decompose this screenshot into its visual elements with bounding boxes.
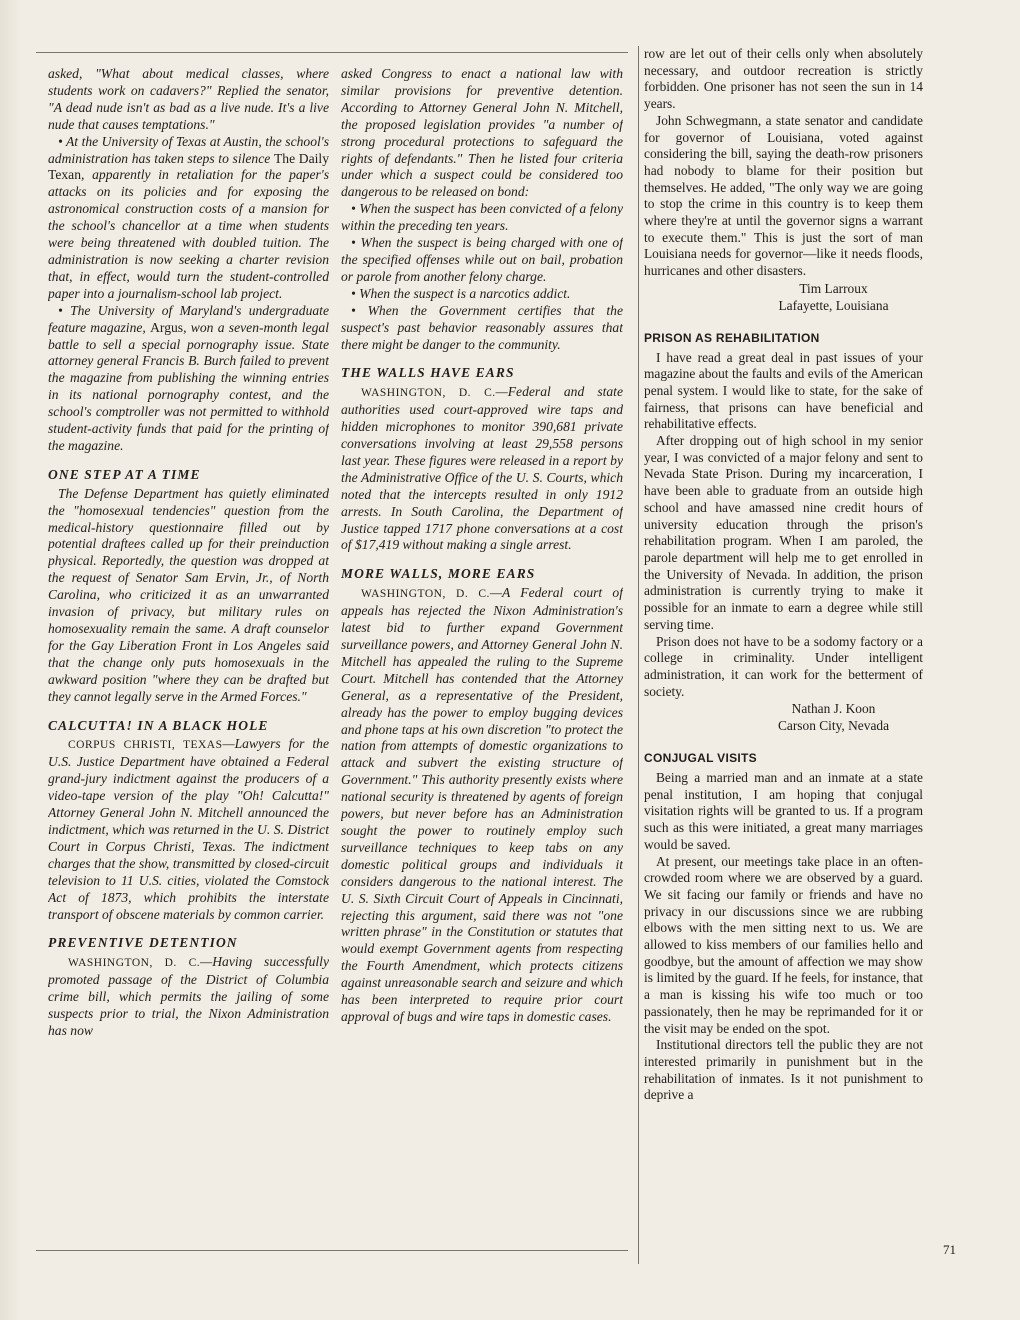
paragraph-more-walls: WASHINGTON, D. C.—A Federal court of appeals has rejected the Nixon Administration's latest bid to further expand Government surveillance powers, and Attorney General John N. Mitchell has appealed the ruling to the Supreme Court. Mitchell has contended that the Attorney General, as a representative of the President, already has the power to employ bugging devices and phone taps at his own discretion "to protect the nation from attempts of domestic organizations to attack and subvert the existing structure of Government." This authority presently exists where national security is threatened by agents of foreign powers, but never before has an Administration sought the power to routinely employ such surveillance techniques to keep tabs on any domestic political groups and individuals it considers dangerous to the national interest. The U. S. Sixth Circuit Court of Appeals in Cincinnati, rejecting this argument, said there was not "one written phrase" in the Constitution or statutes that would exempt Government agents from respecting the Fourth Amendment, which protects citizens against unreasonable search and seizure and which has been interpreted to require prior court approval of bugs and wire taps in domestic cases. [341, 585, 623, 1024]
publication-name: The Daily Texan [48, 150, 329, 183]
letter-heading: CONJUGAL VISITS [644, 751, 757, 766]
page-binding-shadow [0, 0, 22, 1320]
bullet-criterion: • When the suspect has been convicted of a felony within the preceding ten years. [341, 201, 623, 234]
letter-location: Lafayette, Louisiana [778, 297, 889, 313]
paragraph-preventive: WASHINGTON, D. C.—Having successfully promoted passage of the District of Columbia crime bill, which permits the jailing of some suspects prior to trial, the Nixon Administration has now [48, 954, 329, 1038]
bullet-criterion: • When the suspect is a narcotics addict. [351, 285, 571, 301]
paragraph-texas: • At the University of Texas at Austin, the school's administration has taken steps to silence The Daily Texan, apparently in retaliation for the paper's attacks on its policies and for exposing the astronomical construction costs of a mansion for the school's chancellor at a time when students were being threatened with doubled tuition. The administration is now seeking a charter revision that, in effect, would turn the student-controlled paper into a journalism-school lab project. [48, 133, 329, 301]
top-rule [36, 52, 628, 53]
paragraph-walls: WASHINGTON, D. C.—Federal and state authorities used court-approved wire taps and hidden microphones to monitor 390,681 private conversations involving at least 29,558 persons last year. These figures were released in a report by the Administrative Office of the U. S. Courts, which noted that the intercepts resulted in only 1912 arrests. In South Carolina, the Department of Justice tapped 1717 phone conversations at a cost of $17,419 without making a single arrest. [341, 384, 623, 553]
paragraph-maryland: • The University of Maryland's undergraduate feature magazine, Argus, won a seven-month legal battle to sell a special pornography issue. State attorney general Francis B. Burch failed to prevent the magazine from publishing the winning entries in its national pornography contest, and the school's comptroller was not permitted to withhold student-activity funds that paid for the printing of the magazine. [48, 302, 329, 453]
letter-paragraph: I have read a great deal in past issues of your magazine about the faults and evils of the American penal system. I would like to state, for the sake of fairness, that prisons can have beneficial and rehabilitative effects. [644, 349, 923, 432]
letter-paragraph: Prison does not have to be a sodomy factory or a college in criminality. Under intelligent administration, it can work for the betterment of society. [644, 633, 923, 699]
bottom-rule [36, 1250, 628, 1251]
paragraph-calcutta: CORPUS CHRISTI, TEXAS—Lawyers for the U.S. Justice Department have obtained a Federal grand-jury indictment against the producers of a video-tape version of the play "Oh! Calcutta!" Attorney General John N. Mitchell announced the indictment, which was returned in the U. S. District Court in Corpus Christi, Texas. The indictment charges that the show, transmitted by closed-circuit television to 11 U.S. cities, violated the Comstock Act of 1873, which prohibits the interstate transport of obscene materials by common carrier. [48, 736, 329, 922]
paragraph-preventive-cont: asked Congress to enact a national law with similar provisions for preventive detention. According to Attorney General John N. Mitchell, the proposed legislation provides "a number of strong procedural protections to safeguard the rights of defendants." Then he listed four criteria under which a suspect could be considered too dangerous to be released on bond: [341, 66, 623, 200]
letter-heading: PRISON AS REHABILITATION [644, 330, 820, 345]
section-heading: CALCUTTA! IN A BLACK HOLE [48, 717, 269, 733]
paragraph-one-step: The Defense Department has quietly eliminated the "homosexual tendencies" question from the medical-history questionnaire filled out by potential draftees called up for their preinduction physical. Reportedly, the question was dropped at the request of Senator Sam Ervin, Jr., of North Carolina, who criticized it as an unwarranted invasion of privacy, but military rules on homosexuality remain the same. A draft counselor for the Gay Liberation Front in Los Angeles said that the change only puts homosexuals in the awkward position "where they can be drafted but they cannot legally serve in the Armed Forces." [48, 485, 329, 704]
dateline: WASHINGTON, D. C. [361, 588, 490, 601]
column-3 [644, 46, 923, 1266]
column-1 [48, 66, 329, 1246]
letter-signature: Tim Larroux [799, 280, 868, 296]
letter-paragraph: Institutional directors tell the public they are not interested primarily in punishment but in the rehabilitation of inmates. Is it not punishment to deprive a [644, 1037, 923, 1103]
section-heading: PREVENTIVE DETENTION [48, 935, 238, 951]
letter-location: Carson City, Nevada [777, 718, 890, 734]
bullet-criterion: • When the suspect is being charged with one of the specified offenses while out on bail, probation or parole from another felony charge. [341, 235, 623, 284]
column-divider [638, 46, 639, 1264]
letter-paragraph: Being a married man and an inmate at a state penal institution, I am hoping that conjugal visitation rights will be granted to us. If a program such as this were initiated, a great many marriages would be saved. [644, 770, 923, 852]
section-heading: ONE STEP AT A TIME [48, 466, 201, 482]
page-number: 71 [943, 1242, 956, 1257]
column-2 [341, 66, 623, 1246]
dateline: WASHINGTON, D. C. [68, 957, 201, 970]
dateline: WASHINGTON, D. C. [361, 387, 496, 400]
letter-paragraph: row are let out of their cells only when absolutely necessary, and outdoor recreation is strictly forbidden. One prisoner has not seen the sun in 14 years. [644, 46, 923, 112]
bullet-criterion: • When the Government certifies that the suspect's past behavior reasonably assures that there might be danger to the community. [341, 302, 623, 352]
dateline: CORPUS CHRISTI, TEXAS [68, 739, 223, 752]
publication-name: Argus [150, 319, 184, 335]
letter-paragraph: After dropping out of high school in my senior year, I was convicted of a major felony and sent to Nevada State Prison. During my incarceration, I have been able to graduate from an outside high school and have amassed nine credit hours of university education through the prison's rehabilitation program. When I am paroled, the parole department will help me to get enrolled in the University of Nevada. In addition, the prison administration is currently trying to make it possible for an inmate to earn a degree while still serving time. [644, 433, 923, 632]
section-heading: MORE WALLS, MORE EARS [341, 566, 536, 582]
section-heading: THE WALLS HAVE EARS [341, 365, 515, 381]
letter-paragraph: John Schwegmann, a state senator and candidate for governor of Louisiana, voted against considering the bill, saying the death-row prisoners had nobody to blame for their position but themselves. He added, "The only way we are going to stop the crime in this country is to keep them where they're at until the governor signs a warrant to execute them." This is just the sort of man Louisiana needs for governor—like it needs floods, hurricanes and other disasters. [644, 112, 923, 279]
paragraph-medical-classes: asked, "What about medical classes, where students work on cadavers?" Replied the senator, "A dead nude isn't as bad as a live nude. It's a live nude that causes temptations." [48, 66, 329, 132]
letter-paragraph: At present, our meetings take place in an often-crowded room where we are observed by a guard. We sit facing our family or friends and have no privacy in our discussions since we are rubbing elbows with the men sitting next to us. We are allowed to kiss members of our families hello and goodbye, but the amount of affection we may show is limited by the guard. If he feels, for instance, that a man is kissing his wife too much or too passionately, then he may be reprimanded for it or the visit may be ended on the spot. [644, 853, 923, 1036]
letter-signature: Nathan J. Koon [791, 701, 876, 717]
